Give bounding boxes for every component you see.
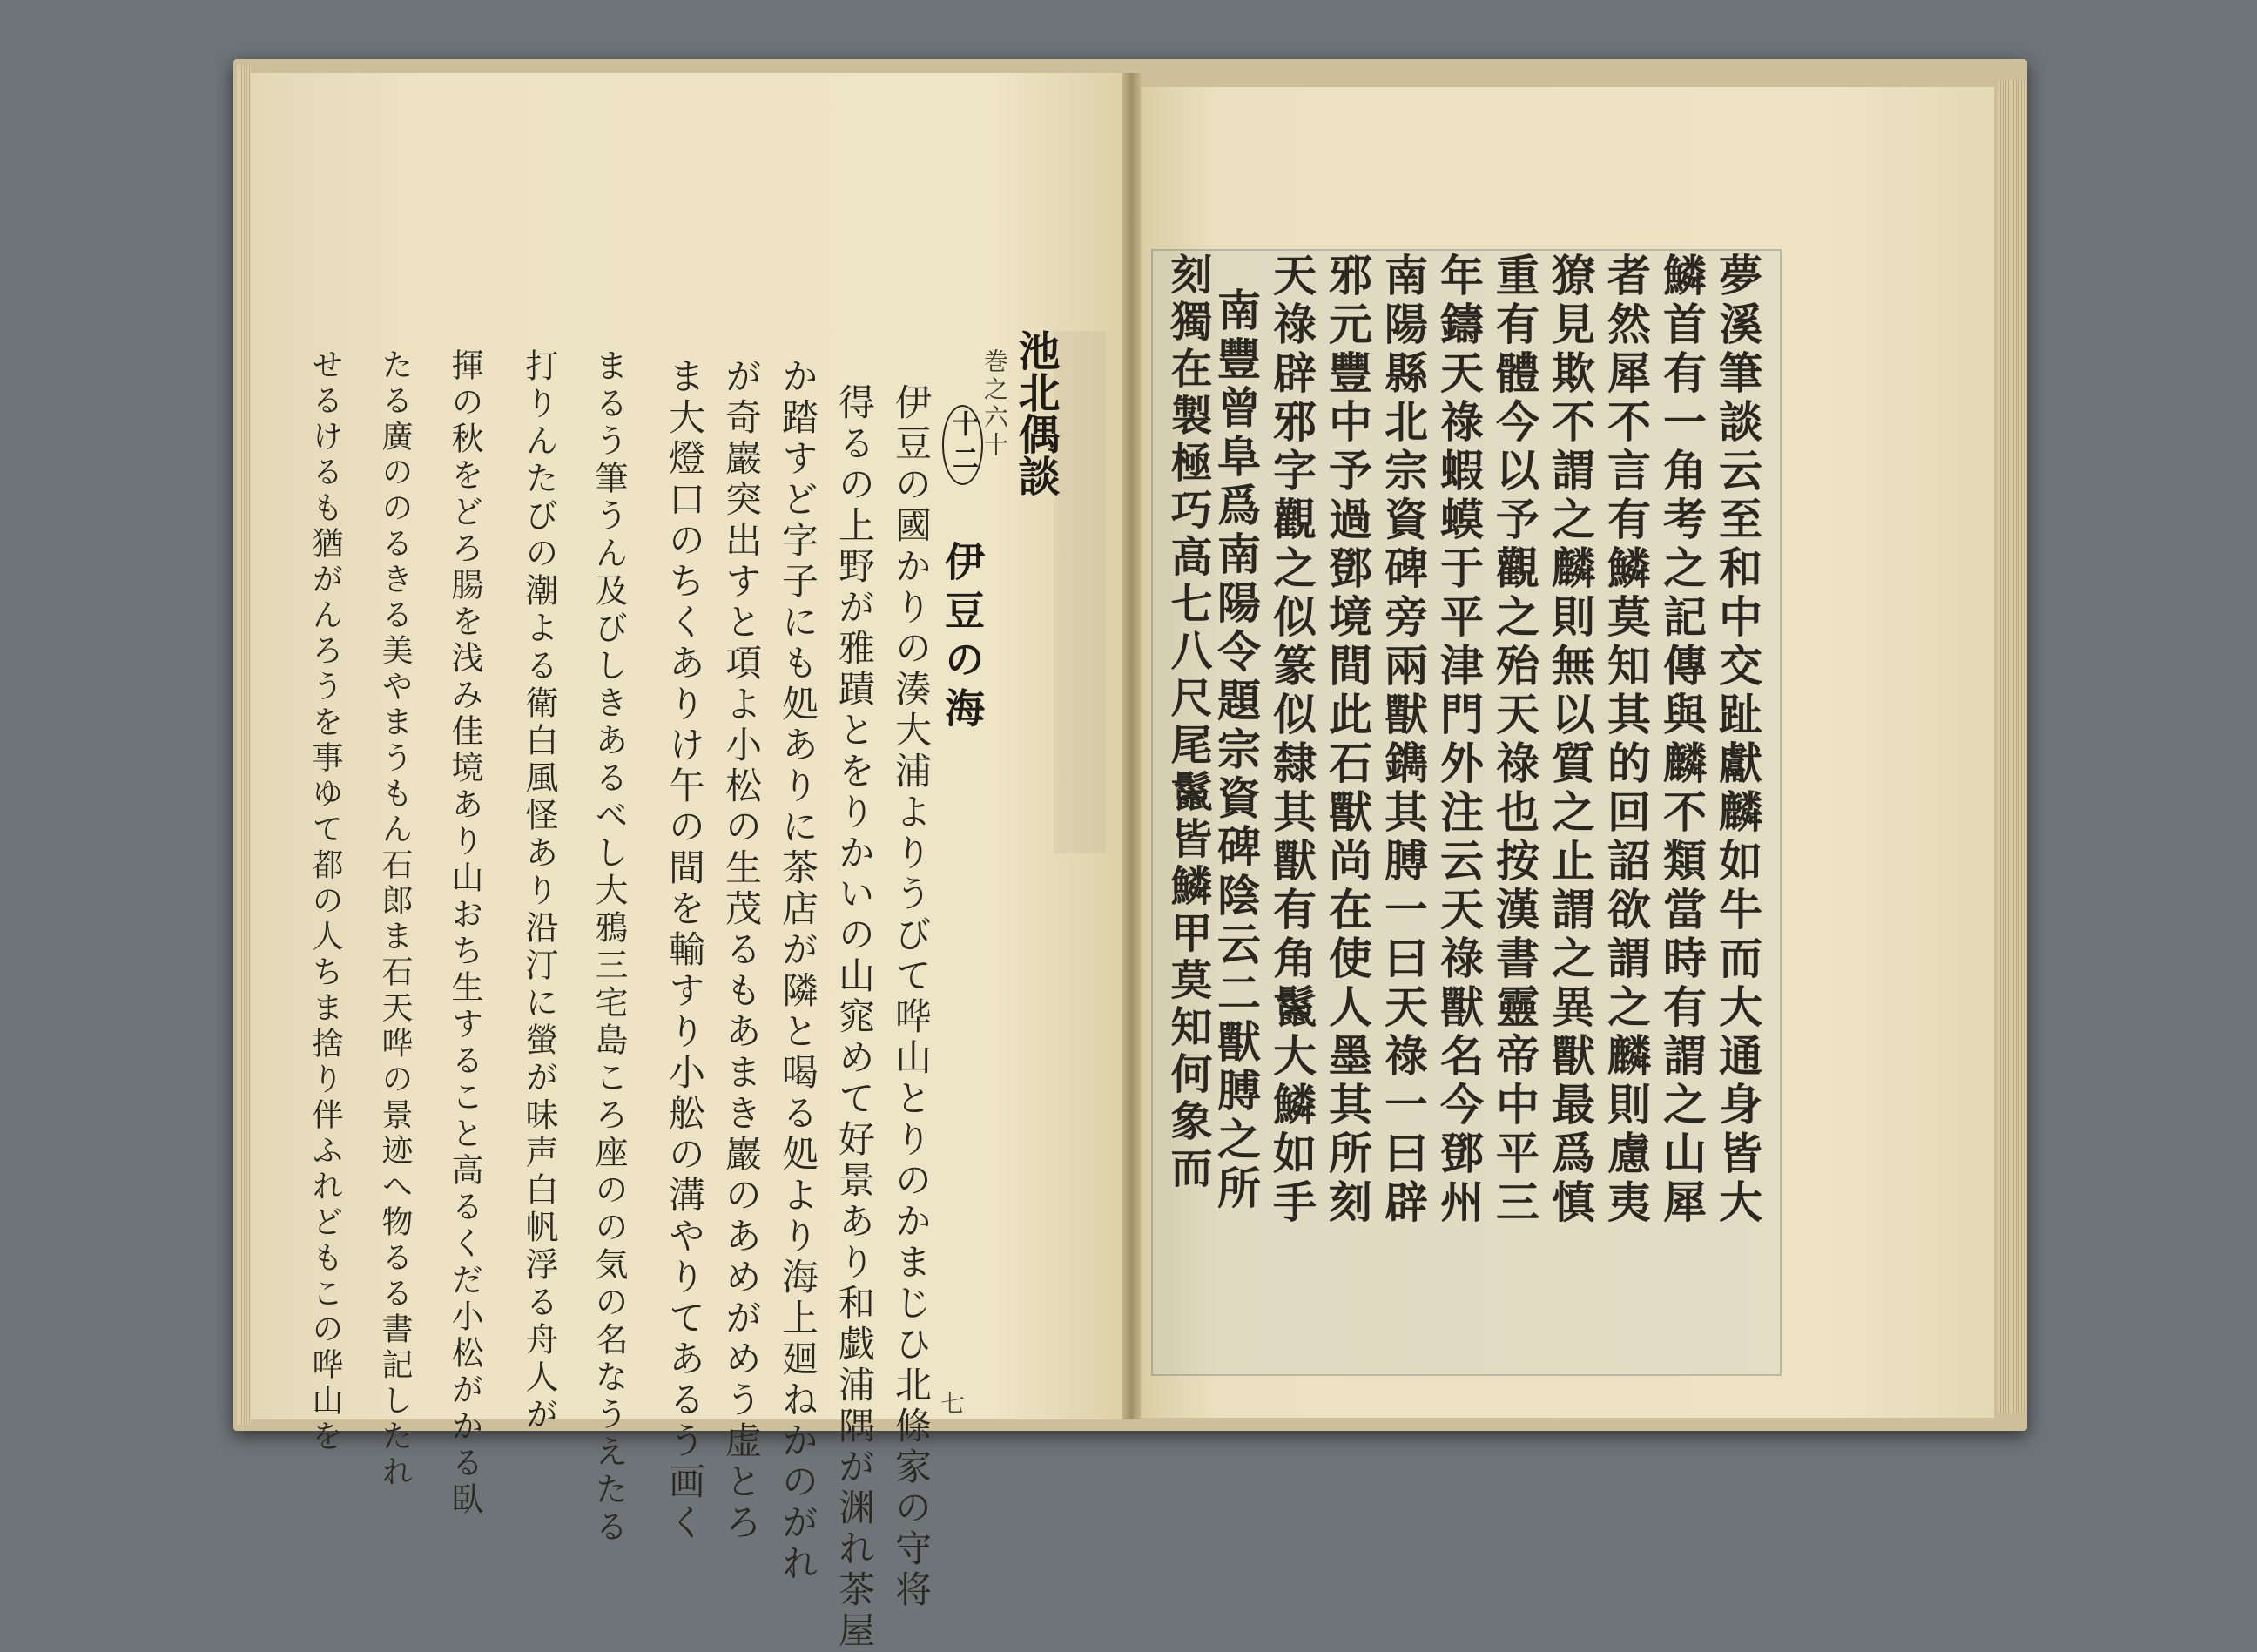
volume-label: 巻之六十 [980, 348, 1009, 460]
page-title: 池北偶談 [1011, 329, 1060, 496]
right-text-column-7: 南陽縣北宗資碑旁兩獸鐫其膊一曰天祿一曰辟 [1378, 253, 1429, 1228]
right-text-column-9: 天祿辟邪字觀之似篆似隸其獸有角鬣大鱗如手 [1266, 253, 1317, 1228]
right-text-column-3: 者然犀不言有鱗莫知其的回詔欲謂之麟則慮夷 [1600, 253, 1652, 1228]
right-text-column-1: 夢溪筆談云至和中交趾獻麟如牛而大通身皆大 [1712, 253, 1763, 1228]
right-text-column-8: 邪元豐中予過鄧境間此石獸尚在使人墨其所刻 [1322, 253, 1373, 1228]
section-title: 伊豆の海 [939, 541, 986, 736]
right-text-column-4: 獠見欺不謂之麟則無以質之止謂之異獸最爲慎 [1545, 253, 1596, 1228]
page-foot-mark: 七 [940, 1389, 966, 1418]
left-text-column-5: ま大燈口のちくありけ午の間を輸すり小舩の溝やりてあるう画く [664, 357, 706, 1544]
right-text-column-6: 年鑄天祿蝦蟆于平津門外注云天祿獸名今鄧州 [1433, 253, 1485, 1228]
right-text-column-11: 刻獨在製極巧高七八尺尾鬣皆鱗甲莫知何象而 [1163, 253, 1212, 1193]
book-gutter [1122, 73, 1141, 1419]
left-text-column-10: せるけるも猶がんろうを事ゆて都の人ちま捨り伴ふれどもこの哗山を [307, 348, 343, 1455]
page-stack-right [1998, 80, 2026, 1413]
right-text-column-5: 重有體今以予觀之殆天祿也按漢書靈帝中平三 [1489, 253, 1540, 1228]
left-text-column-3: か踏すど字子にも処ありに茶店が隣と喝る処より海上廻ねかのがれ [777, 357, 819, 1585]
section-number: 十二 [942, 405, 983, 485]
left-text-column-2: 得るの上野が雅蹟とをりかいの山窕めて好景あり和戯浦隅が渊れ茶屋 [833, 383, 876, 1652]
left-text-column-1: 伊豆の國かりの湊大浦よりうびて哗山とりのかまじひ北條家の守将 [890, 383, 933, 1611]
section-heading [939, 405, 986, 736]
right-text-column-10: 南豐曾阜爲南陽令題宗資碑陰云二獸膊之所 [1210, 287, 1262, 1214]
left-text-column-7: 打りんたびの潮よる衛白風怪あり沿汀に螢が味声白帆浮る舟人が [520, 348, 558, 1434]
left-text-column-8: 揮の秋をどろ腸を浅み佳境あり山おち生すること高るくだ小松がかる臥 [446, 348, 483, 1519]
page-stack-left [237, 64, 251, 1425]
show-through-ghost [1054, 331, 1106, 853]
left-text-column-6: まるう筆うん及びしきあるべし大鴉三宅島ころ座のの気の名なうえたる [590, 348, 628, 1547]
left-text-column-9: たる廣ののるきる美やまうもん石郎ま石天哗の景迹へ物るる書記したれ [377, 348, 413, 1491]
left-text-column-4: が奇巖突出すと項よ小松の生茂るもあまき巖のあめがめう虚とろ [720, 357, 763, 1544]
right-text-column-2: 鱗首有一角考之記傳與麟不類當時有謂之山犀 [1656, 253, 1708, 1228]
